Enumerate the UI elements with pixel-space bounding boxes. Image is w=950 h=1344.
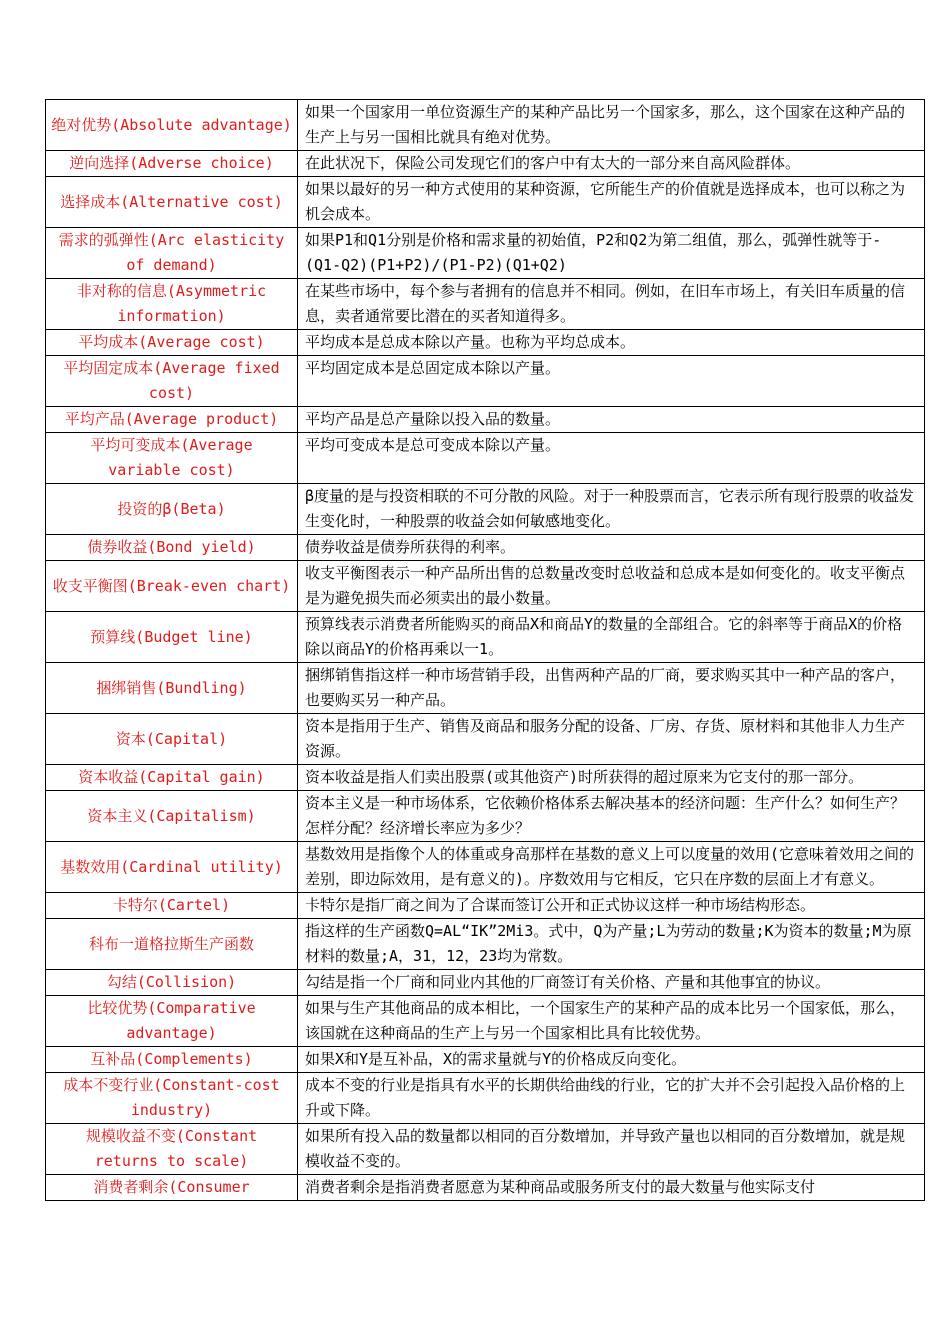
term-cell: 消费者剩余(Consumer	[46, 1175, 298, 1201]
term-cell: 成本不变行业(Constant-cost industry)	[46, 1073, 298, 1124]
definition-cell: 收支平衡图表示一种产品所出售的总数量改变时总收益和总成本是如何变化的。收支平衡点是为避免损失而必须卖出的最小数量。	[298, 561, 925, 612]
term-cell: 资本(Capital)	[46, 714, 298, 765]
term-cell: 规模收益不变(Constant returns to scale)	[46, 1124, 298, 1175]
table-row	[46, 1047, 925, 1073]
definition-cell: 资本是指用于生产、销售及商品和服务分配的设备、厂房、存货、原材料和其他非人力生产资源。	[298, 714, 925, 765]
definition-cell: 如果X和Y是互补品，X的需求量就与Y的价格成反向变化。	[298, 1047, 925, 1073]
term-cell: 收支平衡图(Break-even chart)	[46, 561, 298, 612]
table-row	[46, 663, 925, 714]
term-cell: 绝对优势(Absolute advantage)	[46, 100, 298, 151]
table-row	[46, 714, 925, 765]
table-row	[46, 842, 925, 893]
table-row	[46, 791, 925, 842]
table-row	[46, 407, 925, 433]
definition-cell: 消费者剩余是指消费者愿意为某种商品或服务所支付的最大数量与他实际支付	[298, 1175, 925, 1201]
definition-cell: 如果与生产其他商品的成本相比，一个国家生产的某种产品的成本比另一个国家低，那么，该国就在这种商品的生产上与另一个国家相比具有比较优势。	[298, 996, 925, 1047]
glossary-body	[46, 100, 925, 1201]
definition-cell: 勾结是指一个厂商和同业内其他的厂商签订有关价格、产量和其他事宜的协议。	[298, 970, 925, 996]
table-row	[46, 356, 925, 407]
term-cell: 债券收益(Bond yield)	[46, 535, 298, 561]
term-cell: 平均可变成本(Average variable cost)	[46, 433, 298, 484]
term-cell: 需求的弧弹性(Arc elasticity of demand)	[46, 228, 298, 279]
table-row	[46, 535, 925, 561]
definition-cell: 如果一个国家用一单位资源生产的某种产品比另一个国家多，那么，这个国家在这种产品的生产上与另一国相比就具有绝对优势。	[298, 100, 925, 151]
table-row	[46, 484, 925, 535]
table-row	[46, 1124, 925, 1175]
definition-cell: 在某些市场中，每个参与者拥有的信息并不相同。例如，在旧车市场上，有关旧车质量的信息，卖者通常要比潜在的买者知道得多。	[298, 279, 925, 330]
definition-cell: 平均固定成本是总固定成本除以产量。	[298, 356, 925, 407]
definition-cell: 卡特尔是指厂商之间为了合谋而签订公开和正式协议这样一种市场结构形态。	[298, 893, 925, 919]
table-row	[46, 330, 925, 356]
term-cell: 预算线(Budget line)	[46, 612, 298, 663]
table-row	[46, 1073, 925, 1124]
term-cell: 逆向选择(Adverse choice)	[46, 151, 298, 177]
term-cell: 平均产品(Average product)	[46, 407, 298, 433]
term-cell: 互补品(Complements)	[46, 1047, 298, 1073]
definition-cell: 资本收益是指人们卖出股票(或其他资产)时所获得的超过原来为它支付的那一部分。	[298, 765, 925, 791]
term-cell: 平均成本(Average cost)	[46, 330, 298, 356]
definition-cell: 平均产品是总产量除以投入品的数量。	[298, 407, 925, 433]
term-cell: 捆绑销售(Bundling)	[46, 663, 298, 714]
table-row	[46, 151, 925, 177]
definition-cell: 平均成本是总成本除以产量。也称为平均总成本。	[298, 330, 925, 356]
term-cell: 比较优势(Comparative advantage)	[46, 996, 298, 1047]
table-row	[46, 177, 925, 228]
definition-cell: 如果所有投入品的数量都以相同的百分数增加，并导致产量也以相同的百分数增加，就是规模收益不变的。	[298, 1124, 925, 1175]
definition-cell: 平均可变成本是总可变成本除以产量。	[298, 433, 925, 484]
definition-cell: 指这样的生产函数Q=AL“IK”2Mi3。式中，Q为产量;L为劳动的数量;K为资本的数量;M为原材料的数量;A，31，12，23均为常数。	[298, 919, 925, 970]
term-cell: 平均固定成本(Average fixed cost)	[46, 356, 298, 407]
table-row	[46, 893, 925, 919]
definition-cell: 资本主义是一种市场体系，它依赖价格体系去解决基本的经济问题：生产什么？如何生产？怎样分配？经济增长率应为多少？	[298, 791, 925, 842]
term-cell: 基数效用(Cardinal utility)	[46, 842, 298, 893]
definition-cell: 捆绑销售指这样一种市场营销手段，出售两种产品的厂商，要求购买其中一种产品的客户，也要购买另一种产品。	[298, 663, 925, 714]
table-row	[46, 1175, 925, 1201]
term-cell: 勾结(Collision)	[46, 970, 298, 996]
table-row	[46, 765, 925, 791]
term-cell: 选择成本(Alternative cost)	[46, 177, 298, 228]
table-row	[46, 100, 925, 151]
table-row	[46, 970, 925, 996]
term-cell: 卡特尔(Cartel)	[46, 893, 298, 919]
definition-cell: 债券收益是债券所获得的利率。	[298, 535, 925, 561]
table-row	[46, 228, 925, 279]
table-row	[46, 561, 925, 612]
term-cell: 科布一道格拉斯生产函数	[46, 919, 298, 970]
table-row	[46, 996, 925, 1047]
glossary-table	[45, 99, 925, 1201]
term-cell: 非对称的信息(Asymmetric information)	[46, 279, 298, 330]
definition-cell: β度量的是与投资相联的不可分散的风险。对于一种股票而言，它表示所有现行股票的收益发生变化时，一种股票的收益会如何敏感地变化。	[298, 484, 925, 535]
definition-cell: 如果以最好的另一种方式使用的某种资源，它所能生产的价值就是选择成本，也可以称之为机会成本。	[298, 177, 925, 228]
table-row	[46, 612, 925, 663]
definition-cell: 基数效用是指像个人的体重或身高那样在基数的意义上可以度量的效用(它意味着效用之间的差别，即边际效用，是有意义的)。序数效用与它相反，它只在序数的层面上才有意义。	[298, 842, 925, 893]
table-row	[46, 919, 925, 970]
definition-cell: 如果P1和Q1分别是价格和需求量的初始值，P2和Q2为第二组值，那么，弧弹性就等于-(Q1-Q2)(P1+P2)/(P1-P2)(Q1+Q2)	[298, 228, 925, 279]
definition-cell: 成本不变的行业是指具有水平的长期供给曲线的行业，它的扩大并不会引起投入品价格的上升或下降。	[298, 1073, 925, 1124]
term-cell: 投资的β(Beta)	[46, 484, 298, 535]
definition-cell: 在此状况下，保险公司发现它们的客户中有太大的一部分来自高风险群体。	[298, 151, 925, 177]
table-row	[46, 433, 925, 484]
definition-cell: 预算线表示消费者所能购买的商品X和商品Y的数量的全部组合。它的斜率等于商品X的价格除以商品Y的价格再乘以一1。	[298, 612, 925, 663]
term-cell: 资本主义(Capitalism)	[46, 791, 298, 842]
table-row	[46, 279, 925, 330]
term-cell: 资本收益(Capital gain)	[46, 765, 298, 791]
